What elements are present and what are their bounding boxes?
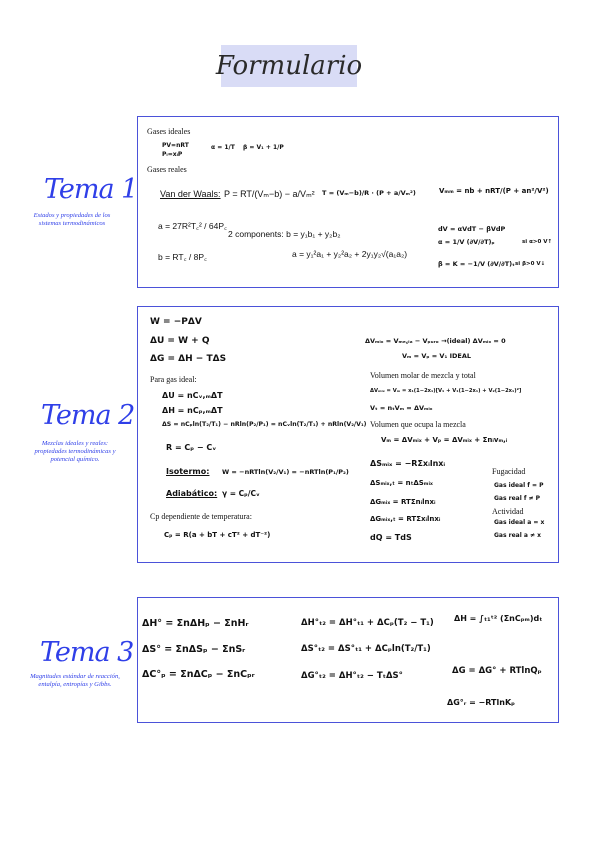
adiabatico-label: Adiabático: [166, 489, 218, 498]
tema-1-label: Tema 1 [44, 174, 138, 205]
dgmix-equation: ΔGₘᵢₓ = RTΣnᵢlnxᵢ [370, 498, 436, 506]
partial-pressure: Pᵢ=xᵢP [162, 151, 183, 158]
tema-3-label: Tema 3 [40, 637, 134, 668]
fugacidad-real: Gas real f ≠ P [494, 495, 541, 502]
van-der-waals-label: Van der Waals: [160, 189, 221, 199]
adiabatico-equation: γ = Cₚ/Cᵥ [222, 489, 260, 498]
alpha-definition: α = 1/V (∂V/∂T)ₚ [438, 238, 495, 246]
tema-2-label: Tema 2 [41, 400, 135, 431]
page-title: Formulario [215, 51, 363, 81]
a-critical-equation: a = 27R²T꜀² / 64P꜀ [158, 221, 227, 231]
volumen-ocupa-heading: Volumen que ocupa la mezcla [370, 420, 466, 429]
a-mixing-rule: a = y₁²a₁ + y₂²a₂ + 2y₁y₂√(a₁a₂) [292, 249, 408, 259]
dv-equation: dV = αVdT − βVdP [438, 225, 506, 233]
temperature-equation: T = (Vₘ−b)/R · (P + a/Vₘ²) [322, 189, 416, 197]
gases-reales-heading: Gases reales [147, 165, 187, 174]
alpha-note: si α>0 V↑ [522, 239, 553, 245]
alpha-ideal: α = 1/T [211, 144, 235, 151]
vmm-equation: Vₘₘ = nb + nRT/(P + an²/V²) [439, 187, 549, 195]
tema-1-description: Estados y propiedades de los sistemas termodinámicos [33, 212, 111, 227]
formula-box-tema-1 [137, 116, 559, 288]
vm-mezcla-equation: Vₘ = ΔVₘᵢₓ + Vₚ = ΔVₘᵢₓ + Σnᵢvₘ,ᵢ [381, 436, 508, 444]
b-critical-equation: b = RT꜀ / 8P꜀ [158, 252, 207, 262]
fugacidad-heading: Fugacidad [492, 467, 526, 476]
vt-equation: Vₜ = nₜVₘ = ΔVₘᵢₓ [370, 404, 433, 412]
tema-3-description: Magnitudes estándar de reacción, entalpía, entropías y Gibbs. [30, 673, 120, 688]
dh-ideal: ΔH = nCₚ,ₘΔT [162, 406, 223, 415]
title-banner [215, 45, 363, 87]
dg-t2-equation: ΔG°ₜ₂ = ΔH°ₜ₂ − TₜΔS° [301, 671, 403, 681]
ds-standard: ΔS° = ΣnΔSₚ − ΣnSᵣ [142, 644, 246, 655]
two-components-b: 2 components: b = y₁b₁ + y₂b₂ [228, 229, 341, 239]
formula-box-tema-2 [137, 306, 559, 563]
actividad-heading: Actividad [492, 507, 524, 516]
volumen-molar-heading: Volumen molar de mezcla y total [370, 371, 476, 380]
gas-ideal-heading: Para gas ideal: [150, 375, 197, 384]
ideal-gas-law: PV=nRT [162, 142, 189, 149]
isotermo-label: Isotermo: [166, 467, 210, 476]
dh-standard: ΔH° = ΣnΔHₚ − ΣnHᵣ [142, 618, 249, 629]
actividad-ideal: Gas ideal a = x [494, 519, 545, 526]
formula-box-tema-3 [137, 597, 559, 723]
dsmix-equation: ΔSₘᵢₓ = −RΣxᵢlnxᵢ [370, 459, 446, 468]
dh-integral-equation: ΔH = ∫ₜ₁ᵗ² (ΣnCₚₘ)dₜ [454, 614, 543, 623]
ds-ideal: ΔS = nCₚln(T₂/T₁) − nRln(P₂/P₁) = nCᵥln(T₂/T₁) + nRln(V₂/V₁) [162, 421, 367, 428]
dg-reaction-equation: ΔG = ΔG° + RTlnQₚ [452, 666, 542, 676]
beta-definition: β = K = −1/V (∂V/∂T)ₜ [438, 260, 515, 268]
van-der-waals-equation: P = RT/(Vₘ−b) − a/Vₘ² [224, 189, 315, 199]
dsmix-total-equation: ΔSₘᵢₓ,ₜ = nₜΔSₘᵢₓ [370, 479, 433, 487]
dq-equation: dQ = TdS [370, 533, 412, 542]
cp-equation: Cₚ = R(a + bT + cT² + dT⁻²) [164, 531, 271, 539]
beta-ideal: β = V₁ + 1/P [243, 144, 284, 151]
first-law: ΔU = W + Q [150, 336, 210, 346]
dg-r-equation: ΔG°ᵣ = −RTlnKₚ [447, 698, 515, 707]
ds-t2-equation: ΔS°ₜ₂ = ΔS°ₜ₁ + ΔCₚln(T₂/T₁) [301, 644, 431, 654]
volumen-molar-equation: ΔVₘᵢₓ = Vₘ = x₁(1−2x₁)[V₁ + V₁(1−2x₁) + V₂(1−2x₁)²] [370, 388, 522, 394]
dh-t2-equation: ΔH°ₜ₂ = ΔH°ₜ₁ + ΔCₚ(T₂ − T₁) [301, 618, 434, 628]
dvmix-equation: ΔVₘᵢₓ = Vₘₑ꜀ₗₐ − Vₚᵤᵣₒ →(ideal) ΔVₘᵢₓ = 0 [365, 337, 506, 345]
dgmix-total-equation: ΔGₘᵢₓ,ₜ = RTΣxᵢlnxᵢ [370, 515, 441, 523]
gases-ideales-heading: Gases ideales [147, 127, 191, 136]
beta-note: si β>0 V↓ [515, 261, 546, 267]
isotermo-equation: W = −nRTln(V₂/V₁) = −nRTln(P₁/P₂) [222, 468, 349, 476]
gibbs-equation: ΔG = ΔH − TΔS [150, 354, 227, 364]
work-equation: W = −PΔV [150, 317, 202, 327]
tema-2-description: Mezclas ideales y reales: propiedades termodinámicas y potencial químico. [34, 440, 116, 463]
cp-dependiente-heading: Cp dependiente de temperatura: [150, 512, 252, 521]
actividad-real: Gas real a ≠ x [494, 532, 541, 539]
r-relation: R = Cₚ − Cᵥ [166, 443, 217, 452]
vm-ideal: Vₘ = Vₚ = V₁ IDEAL [402, 352, 471, 360]
du-ideal: ΔU = nCᵥ,ₘΔT [162, 391, 223, 400]
fugacidad-ideal: Gas ideal f = P [494, 482, 544, 489]
dcp-standard: ΔC°ₚ = ΣnΔCₚ − ΣnCₚᵣ [142, 669, 255, 680]
